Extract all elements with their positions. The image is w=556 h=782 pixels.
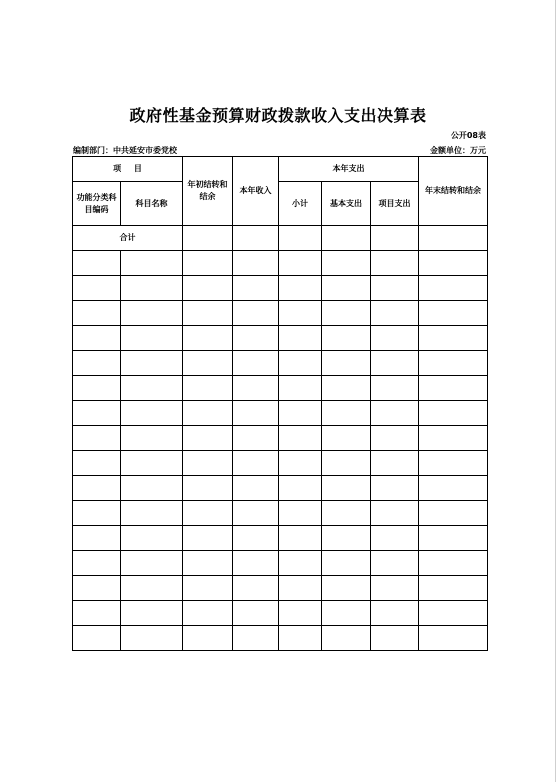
department-label: 编制部门：中共延安市委党校	[73, 146, 177, 155]
table-cell	[121, 401, 183, 426]
table-cell	[419, 351, 488, 376]
table-cell	[371, 476, 419, 501]
table-row	[73, 576, 488, 601]
table-cell	[233, 351, 279, 376]
table-cell	[73, 301, 121, 326]
table-cell	[279, 576, 322, 601]
table-cell	[322, 626, 371, 651]
table-cell	[371, 376, 419, 401]
settlement-table	[72, 156, 488, 651]
table-cell	[121, 426, 183, 451]
table-cell	[322, 376, 371, 401]
table-cell	[121, 626, 183, 651]
table-cell	[419, 551, 488, 576]
table-cell	[371, 251, 419, 276]
table-cell	[322, 426, 371, 451]
table-cell	[279, 226, 322, 251]
table-cell	[322, 401, 371, 426]
table-cell	[73, 326, 121, 351]
table-cell	[121, 301, 183, 326]
header-func-code: 功能分类科目编码	[73, 182, 121, 226]
table-cell	[419, 251, 488, 276]
table-cell	[419, 501, 488, 526]
table-cell	[121, 451, 183, 476]
table-cell	[73, 476, 121, 501]
table-cell	[73, 251, 121, 276]
table-cell	[371, 526, 419, 551]
table-cell	[73, 501, 121, 526]
page-title: 政府性基金预算财政拨款收入支出决算表	[129, 106, 427, 125]
table-row	[73, 276, 488, 301]
header-subtotal: 小计	[279, 182, 322, 226]
table-cell	[371, 576, 419, 601]
table-cell	[233, 251, 279, 276]
table-cell	[73, 401, 121, 426]
header-basic-expense: 基本支出	[322, 182, 371, 226]
table-cell	[233, 476, 279, 501]
table-cell	[233, 551, 279, 576]
table-cell	[371, 301, 419, 326]
table-cell	[322, 551, 371, 576]
table-cell	[233, 426, 279, 451]
header-opening-balance: 年初结转和结余	[183, 157, 233, 226]
table-cell	[183, 451, 233, 476]
table-cell	[183, 576, 233, 601]
table-cell	[419, 626, 488, 651]
table-cell	[279, 601, 322, 626]
table-cell	[322, 301, 371, 326]
table-cell	[279, 451, 322, 476]
unit-label: 金额单位：万元	[430, 146, 486, 155]
table-row	[73, 301, 488, 326]
table-cell	[419, 526, 488, 551]
table-cell	[322, 226, 371, 251]
table-cell	[419, 301, 488, 326]
table-cell	[322, 501, 371, 526]
table-cell	[183, 276, 233, 301]
table-cell	[73, 526, 121, 551]
table-cell	[279, 626, 322, 651]
table-cell	[279, 501, 322, 526]
total-row	[73, 226, 488, 251]
table-cell	[322, 526, 371, 551]
table-cell	[183, 326, 233, 351]
table-row	[73, 326, 488, 351]
table-cell	[279, 526, 322, 551]
table-cell	[183, 501, 233, 526]
table-row	[73, 451, 488, 476]
table-cell	[279, 401, 322, 426]
table-cell	[73, 626, 121, 651]
table-cell	[233, 526, 279, 551]
table-cell	[279, 276, 322, 301]
table-cell	[419, 576, 488, 601]
table-cell	[121, 326, 183, 351]
table-cell	[371, 451, 419, 476]
table-cell	[121, 501, 183, 526]
table-cell	[279, 351, 322, 376]
table-row	[73, 426, 488, 451]
table-cell	[233, 501, 279, 526]
table-cell	[419, 376, 488, 401]
table-cell	[121, 376, 183, 401]
table-cell	[371, 276, 419, 301]
table-cell	[419, 601, 488, 626]
table-cell	[279, 301, 322, 326]
table-cell	[279, 476, 322, 501]
table-cell	[419, 451, 488, 476]
header-expense-group: 本年支出	[279, 157, 419, 182]
table-cell	[419, 476, 488, 501]
table-cell	[121, 526, 183, 551]
table-cell	[183, 226, 233, 251]
table-cell	[279, 426, 322, 451]
table-row	[73, 376, 488, 401]
table-cell	[419, 326, 488, 351]
header-subject-name: 科目名称	[121, 182, 183, 226]
table-cell	[419, 276, 488, 301]
table-cell	[419, 426, 488, 451]
table-cell	[73, 376, 121, 401]
table-cell	[73, 426, 121, 451]
header-income: 本年收入	[233, 157, 279, 226]
table-cell	[73, 551, 121, 576]
header-closing-balance: 年末结转和结余	[419, 157, 488, 226]
table-cell	[371, 226, 419, 251]
table-cell	[121, 601, 183, 626]
table-cell	[371, 626, 419, 651]
table-cell	[322, 251, 371, 276]
table-cell	[121, 551, 183, 576]
table-cell	[279, 376, 322, 401]
total-label: 合计	[73, 226, 183, 251]
table-cell	[279, 326, 322, 351]
table-cell	[371, 326, 419, 351]
table-cell	[183, 601, 233, 626]
table-cell	[371, 551, 419, 576]
table-cell	[233, 301, 279, 326]
table-cell	[121, 576, 183, 601]
table-cell	[73, 576, 121, 601]
table-row	[73, 501, 488, 526]
table-cell	[121, 251, 183, 276]
table-row	[73, 551, 488, 576]
table-cell	[73, 451, 121, 476]
table-row	[73, 476, 488, 501]
table-cell	[183, 401, 233, 426]
table-cell	[371, 351, 419, 376]
table-row	[73, 401, 488, 426]
table-cell	[183, 251, 233, 276]
table-cell	[322, 326, 371, 351]
table-cell	[183, 551, 233, 576]
table-cell	[121, 276, 183, 301]
table-cell	[371, 601, 419, 626]
table-cell	[121, 351, 183, 376]
table-cell	[233, 576, 279, 601]
table-cell	[73, 601, 121, 626]
table-cell	[322, 601, 371, 626]
table-cell	[279, 551, 322, 576]
table-cell	[183, 526, 233, 551]
table-cell	[183, 351, 233, 376]
table-cell	[371, 501, 419, 526]
table-cell	[121, 476, 183, 501]
table-cell	[322, 476, 371, 501]
form-code: 公开08表	[450, 131, 486, 140]
table-cell	[233, 401, 279, 426]
table-row	[73, 601, 488, 626]
table-cell	[322, 576, 371, 601]
table-cell	[183, 426, 233, 451]
table-cell	[233, 376, 279, 401]
header-project-expense: 项目支出	[371, 182, 419, 226]
table-row	[73, 626, 488, 651]
table-cell	[419, 226, 488, 251]
table-cell	[73, 351, 121, 376]
table-cell	[183, 626, 233, 651]
table-cell	[233, 326, 279, 351]
table-cell	[371, 401, 419, 426]
table-cell	[322, 351, 371, 376]
table-row	[73, 526, 488, 551]
table-cell	[73, 276, 121, 301]
table-cell	[183, 301, 233, 326]
table-cell	[183, 376, 233, 401]
table-cell	[419, 401, 488, 426]
table-cell	[322, 276, 371, 301]
table-cell	[371, 426, 419, 451]
header-item: 项 目	[73, 157, 183, 182]
table-cell	[183, 476, 233, 501]
table-cell	[233, 626, 279, 651]
table-row	[73, 251, 488, 276]
table-cell	[279, 251, 322, 276]
table-cell	[233, 601, 279, 626]
table-row	[73, 351, 488, 376]
table-cell	[233, 226, 279, 251]
table-cell	[233, 451, 279, 476]
table-cell	[233, 276, 279, 301]
table-cell	[322, 451, 371, 476]
